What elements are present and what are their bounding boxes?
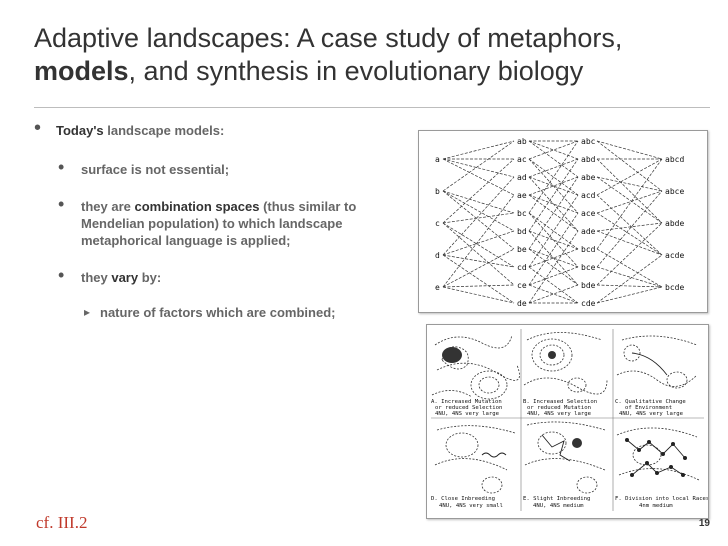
network-edge xyxy=(443,223,514,285)
network-node-ae: ae xyxy=(517,191,527,200)
network-node-ac: ac xyxy=(517,155,527,164)
caption-f-2: 4nm medium xyxy=(639,503,673,509)
population-a xyxy=(442,347,462,363)
network-node-bcd: bcd xyxy=(581,245,596,254)
network-edge xyxy=(597,191,662,267)
network-node-cde: cde xyxy=(581,299,596,308)
network-node-cd: cd xyxy=(517,263,527,272)
network-edge xyxy=(529,159,578,195)
caption-c-3: 4NU, 4NS very large xyxy=(619,411,683,417)
network-node-a: a xyxy=(435,155,440,164)
network-node-ace: ace xyxy=(581,209,596,218)
network-edge xyxy=(597,141,662,159)
network-node-acde: acde xyxy=(665,251,685,260)
panel-f-network xyxy=(627,440,685,475)
bullet-todays-models: • Today's landscape models: xyxy=(34,122,399,139)
network-node-be: be xyxy=(517,245,527,254)
network-edge xyxy=(529,231,578,285)
title-bold-word: models xyxy=(34,56,129,86)
landscape-panels xyxy=(427,325,708,518)
network-edge xyxy=(529,141,578,213)
network-node-acd: acd xyxy=(581,191,596,200)
network-edge xyxy=(529,195,578,231)
network-node-bce: bce xyxy=(581,263,596,272)
network-edge xyxy=(529,141,578,159)
network-edge xyxy=(529,195,578,267)
network-edge xyxy=(443,287,514,303)
network-edge xyxy=(597,177,662,191)
network-edge xyxy=(443,255,514,303)
network-edge xyxy=(597,267,662,287)
panel-d-drift xyxy=(482,453,506,457)
title-line-2 xyxy=(34,55,714,88)
caption-c-1: C. Qualitative Change xyxy=(615,399,686,405)
caption-a-1: A. Increased Mutation xyxy=(431,399,502,405)
network-edge xyxy=(443,141,514,191)
population-e-isolate xyxy=(572,438,582,448)
network-edge xyxy=(443,213,514,223)
network-edge xyxy=(529,267,578,285)
network-edge xyxy=(443,159,514,223)
network-edge xyxy=(597,223,662,231)
network-edge xyxy=(443,285,514,287)
combination-network xyxy=(419,131,707,312)
network-edge xyxy=(529,141,578,177)
bullet-nature-of-factors: ▸ nature of factors which are combined; xyxy=(34,304,399,321)
network-edge xyxy=(529,159,578,177)
network-edge xyxy=(443,191,514,249)
population-b xyxy=(548,351,556,359)
network-node-abce: abce xyxy=(665,187,685,196)
network-edge xyxy=(529,267,578,303)
title-line-2-rest: , and synthesis in evolutionary biology xyxy=(128,56,584,86)
network-edge xyxy=(443,141,514,159)
network-edge xyxy=(443,159,514,195)
combination-space-figure xyxy=(418,130,708,313)
network-node-ade: ade xyxy=(581,227,596,236)
bullet-combination-spaces: • they are combination spaces (thus similar to Mendelian population) to which landscape metaphorical language is applied; xyxy=(34,198,399,249)
caption-d-1: D. Close Inbreeding xyxy=(431,496,495,502)
network-edge xyxy=(597,159,662,249)
network-node-abd: abd xyxy=(581,155,596,164)
panel-c-contours xyxy=(617,336,697,388)
page-number: 19 xyxy=(698,518,710,529)
network-edge xyxy=(443,191,514,213)
title-divider xyxy=(34,107,710,108)
network-node-bc: bc xyxy=(517,209,527,218)
bullet-surface-not-essential: • surface is not essential; xyxy=(34,161,399,178)
network-edge xyxy=(529,159,578,231)
caption-e-1: E. Slight Inbreeding xyxy=(523,496,591,502)
caption-c-2: of Environment xyxy=(625,405,673,411)
network-node-bde: bde xyxy=(581,281,596,290)
network-edge xyxy=(443,159,514,177)
caption-d-2: 4NU, 4NS very small xyxy=(439,503,503,509)
network-edge xyxy=(597,191,662,213)
network-edge xyxy=(529,213,578,249)
network-edge xyxy=(597,213,662,255)
network-edge xyxy=(597,255,662,303)
network-node-abde: abde xyxy=(665,219,685,228)
caption-b-3: 4NU, 4NS very large xyxy=(527,411,591,417)
panel-e-path xyxy=(542,435,570,461)
network-edge xyxy=(597,287,662,303)
network-node-bd: bd xyxy=(517,227,527,236)
caption-e-2: 4NU, 4NS medium xyxy=(533,503,584,509)
network-node-abe: abe xyxy=(581,173,596,182)
network-edge xyxy=(597,223,662,285)
network-edge xyxy=(529,213,578,267)
network-edge xyxy=(529,285,578,303)
network-node-bcde: bcde xyxy=(665,283,685,292)
caption-b-2: or reduced Mutation xyxy=(527,405,591,411)
network-edge xyxy=(443,249,514,287)
network-edge xyxy=(529,285,578,303)
panel-d-contours xyxy=(435,426,515,493)
network-edge xyxy=(529,213,578,285)
slide-title xyxy=(34,22,714,88)
network-edge xyxy=(529,177,578,231)
network-edge xyxy=(529,231,578,303)
network-node-b: b xyxy=(435,187,440,196)
network-edge xyxy=(443,255,514,267)
caption-a-2: or reduced Selection xyxy=(435,405,503,411)
network-node-e: e xyxy=(435,283,440,292)
panel-b-contours xyxy=(524,333,607,395)
caption-b-1: B. Increased Selection xyxy=(523,399,598,405)
caption-f-1: F. Division into local Races xyxy=(615,496,708,502)
network-node-abc: abc xyxy=(581,137,596,146)
network-node-de: de xyxy=(517,299,527,308)
network-node-ab: ab xyxy=(517,137,527,146)
network-edge xyxy=(443,191,514,231)
network-edge xyxy=(597,159,662,223)
network-edge xyxy=(529,177,578,249)
network-node-c: c xyxy=(435,219,440,228)
panel-a-contours xyxy=(432,335,520,399)
bullet-list xyxy=(34,122,399,321)
network-edge xyxy=(597,285,662,287)
title-line-1: Adaptive landscapes: A case study of metaphors, xyxy=(34,23,623,53)
network-edge xyxy=(529,141,578,159)
network-node-d: d xyxy=(435,251,440,260)
network-edge xyxy=(529,249,578,285)
bullet-they-vary: • they vary by: xyxy=(34,269,399,286)
network-edge xyxy=(443,195,514,287)
network-edge xyxy=(597,231,662,255)
network-edge xyxy=(443,223,514,267)
network-edge xyxy=(597,249,662,287)
cross-reference: cf. III.2 xyxy=(36,513,88,532)
wright-landscape-figure xyxy=(426,324,709,519)
network-edge xyxy=(529,159,578,213)
panel-c-arrow xyxy=(632,353,667,375)
network-node-abcd: abcd xyxy=(665,155,685,164)
network-node-ad: ad xyxy=(517,173,527,182)
network-edge xyxy=(597,159,662,195)
network-node-ce: ce xyxy=(517,281,527,290)
caption-a-3: 4NU, 4NS very large xyxy=(435,411,499,417)
